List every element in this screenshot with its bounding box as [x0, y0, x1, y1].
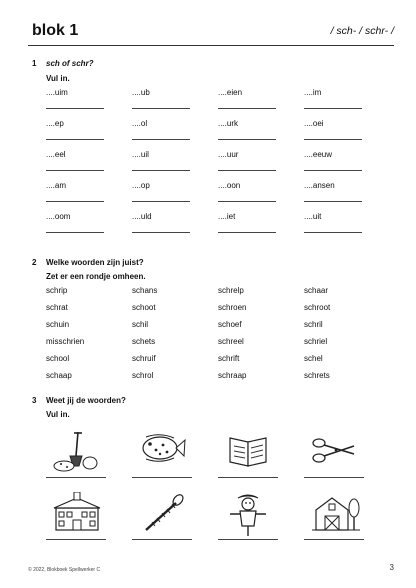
- fill-in-item[interactable]: [132, 119, 190, 140]
- word-option[interactable]: misschrien: [46, 337, 85, 346]
- exercise-1-row: [46, 212, 386, 243]
- answer-line[interactable]: [218, 539, 278, 540]
- word-option[interactable]: schil: [132, 320, 149, 329]
- word-stem: ....op: [132, 181, 150, 190]
- header-divider: [28, 45, 394, 46]
- exercise-1-title: sch of schr?: [46, 59, 94, 68]
- picture-item: [132, 492, 192, 554]
- exercise-1-row: [46, 150, 386, 181]
- word-option[interactable]: schroen: [218, 303, 247, 312]
- word-stem: ....ep: [46, 119, 64, 128]
- exercise-1-grid: [46, 88, 386, 243]
- word-option[interactable]: school: [46, 354, 70, 363]
- picture-row: [46, 492, 386, 554]
- answer-line[interactable]: [46, 232, 104, 233]
- word-option[interactable]: schans: [132, 286, 158, 295]
- picture-item: [304, 430, 364, 492]
- word-option[interactable]: schaar: [304, 286, 329, 295]
- fill-in-item[interactable]: [218, 212, 276, 233]
- answer-line[interactable]: [218, 477, 278, 478]
- fill-in-item[interactable]: [218, 150, 276, 171]
- word-option[interactable]: schoef: [218, 320, 242, 329]
- answer-line[interactable]: [132, 539, 192, 540]
- fill-in-item[interactable]: [132, 88, 190, 109]
- word-row: [46, 354, 386, 371]
- flatfish-icon: [138, 430, 186, 474]
- fill-in-item[interactable]: [218, 119, 276, 140]
- answer-line[interactable]: [218, 232, 276, 233]
- shovel-icon: [52, 430, 100, 474]
- answer-line[interactable]: [304, 539, 364, 540]
- exercise-3-number: 3: [32, 396, 37, 405]
- fill-in-item[interactable]: [46, 181, 104, 202]
- picture-item: [46, 430, 106, 492]
- exercise-1-number: 1: [32, 59, 37, 68]
- answer-line[interactable]: [218, 201, 276, 202]
- word-option[interactable]: schrol: [132, 371, 154, 380]
- word-stem: ....uit: [304, 212, 322, 221]
- exercise-2-grid: [46, 286, 386, 388]
- exercise-2-instruction: Zet er een rondje omheen.: [46, 272, 146, 281]
- exercise-2-title: Welke woorden zijn juist?: [46, 258, 144, 267]
- word-stem: ....uur: [218, 150, 239, 159]
- fill-in-item[interactable]: [304, 181, 362, 202]
- answer-line[interactable]: [304, 232, 362, 233]
- word-row: [46, 286, 386, 303]
- word-option[interactable]: schrelp: [218, 286, 244, 295]
- fill-in-item[interactable]: [46, 88, 104, 109]
- answer-line[interactable]: [132, 232, 190, 233]
- answer-line[interactable]: [304, 477, 364, 478]
- word-stem: ....im: [304, 88, 322, 97]
- word-stem: ....oei: [304, 119, 324, 128]
- picture-row: [46, 430, 386, 492]
- picture-item: [304, 492, 364, 554]
- word-stem: ....uld: [132, 212, 152, 221]
- answer-line[interactable]: [304, 201, 362, 202]
- scarecrow-icon: [224, 492, 272, 536]
- answer-line[interactable]: [46, 477, 106, 478]
- answer-line[interactable]: [132, 170, 190, 171]
- exercise-2-number: 2: [32, 258, 37, 267]
- exercise-3-pictures: [46, 430, 386, 554]
- fill-in-item[interactable]: [132, 212, 190, 233]
- answer-line[interactable]: [46, 539, 106, 540]
- exercise-1-row: [46, 119, 386, 150]
- word-stem: ....ub: [132, 88, 150, 97]
- word-option[interactable]: schril: [304, 320, 323, 329]
- answer-line[interactable]: [218, 170, 276, 171]
- word-stem: ....ol: [132, 119, 148, 128]
- fill-in-item[interactable]: [218, 181, 276, 202]
- word-option[interactable]: schrets: [304, 371, 330, 380]
- answer-line[interactable]: [304, 108, 362, 109]
- answer-line[interactable]: [132, 139, 190, 140]
- fill-in-item[interactable]: [304, 212, 362, 233]
- word-stem: ....ansen: [304, 181, 335, 190]
- fill-in-item[interactable]: [46, 119, 104, 140]
- word-option[interactable]: schraap: [218, 371, 247, 380]
- fill-in-item[interactable]: [46, 212, 104, 233]
- word-stem: ....oon: [218, 181, 241, 190]
- word-option[interactable]: schriel: [304, 337, 328, 346]
- answer-line[interactable]: [304, 139, 362, 140]
- page-title: blok 1: [32, 22, 79, 39]
- word-option[interactable]: schaap: [46, 371, 72, 380]
- fill-in-item[interactable]: [132, 181, 190, 202]
- word-option[interactable]: schuin: [46, 320, 70, 329]
- word-stem: ....eeuw: [304, 150, 333, 159]
- page-number: 3: [389, 563, 394, 572]
- answer-line[interactable]: [218, 108, 276, 109]
- word-stem: ....am: [46, 181, 67, 190]
- answer-line[interactable]: [218, 139, 276, 140]
- word-option[interactable]: schoot: [132, 303, 156, 312]
- word-row: [46, 337, 386, 354]
- fill-in-item[interactable]: [46, 150, 104, 171]
- word-option[interactable]: schreel: [218, 337, 244, 346]
- barn-icon: [310, 492, 360, 536]
- word-stem: ....urk: [218, 119, 239, 128]
- exercise-3-title: Weet jij de woorden?: [46, 396, 126, 405]
- word-stem: ....iet: [218, 212, 236, 221]
- exercise-1-instruction: Vul in.: [46, 74, 70, 83]
- picture-item: [218, 492, 278, 554]
- scissors-icon: [310, 430, 358, 474]
- answer-line[interactable]: [132, 201, 190, 202]
- word-option[interactable]: schets: [132, 337, 156, 346]
- fill-in-item[interactable]: [304, 150, 362, 171]
- fill-in-item[interactable]: [304, 88, 362, 109]
- word-stem: ....uil: [132, 150, 149, 159]
- word-option[interactable]: schrip: [46, 286, 68, 295]
- word-option[interactable]: schrift: [218, 354, 240, 363]
- word-row: [46, 371, 386, 388]
- screw-icon: [138, 492, 186, 536]
- answer-line[interactable]: [46, 201, 104, 202]
- word-stem: ....eel: [46, 150, 66, 159]
- answer-line[interactable]: [46, 139, 104, 140]
- word-stem: ....eien: [218, 88, 243, 97]
- word-option[interactable]: schruif: [132, 354, 156, 363]
- word-row: [46, 320, 386, 337]
- answer-line[interactable]: [132, 108, 190, 109]
- word-option[interactable]: schel: [304, 354, 323, 363]
- school-building-icon: [52, 492, 102, 536]
- exercise-3-instruction: Vul in.: [46, 410, 70, 419]
- answer-line[interactable]: [132, 477, 192, 478]
- page-subtitle: / sch- / schr- /: [330, 25, 394, 37]
- exercise-1-row: [46, 88, 386, 119]
- word-row: [46, 303, 386, 320]
- fill-in-item[interactable]: [218, 88, 276, 109]
- picture-item: [46, 492, 106, 554]
- word-option[interactable]: schroot: [304, 303, 331, 312]
- word-option[interactable]: schrat: [46, 303, 68, 312]
- picture-item: [132, 430, 192, 492]
- notebook-icon: [224, 430, 272, 474]
- picture-item: [218, 430, 278, 492]
- answer-line[interactable]: [46, 108, 104, 109]
- answer-line[interactable]: [46, 170, 104, 171]
- page-header: [28, 22, 394, 44]
- exercise-1-row: [46, 181, 386, 212]
- word-stem: ....oom: [46, 212, 71, 221]
- word-stem: ....uim: [46, 88, 68, 97]
- fill-in-item[interactable]: [132, 150, 190, 171]
- answer-line[interactable]: [304, 170, 362, 171]
- footer-copyright: © 2022, Blokboek Spellwerker C: [28, 567, 101, 573]
- fill-in-item[interactable]: [304, 119, 362, 140]
